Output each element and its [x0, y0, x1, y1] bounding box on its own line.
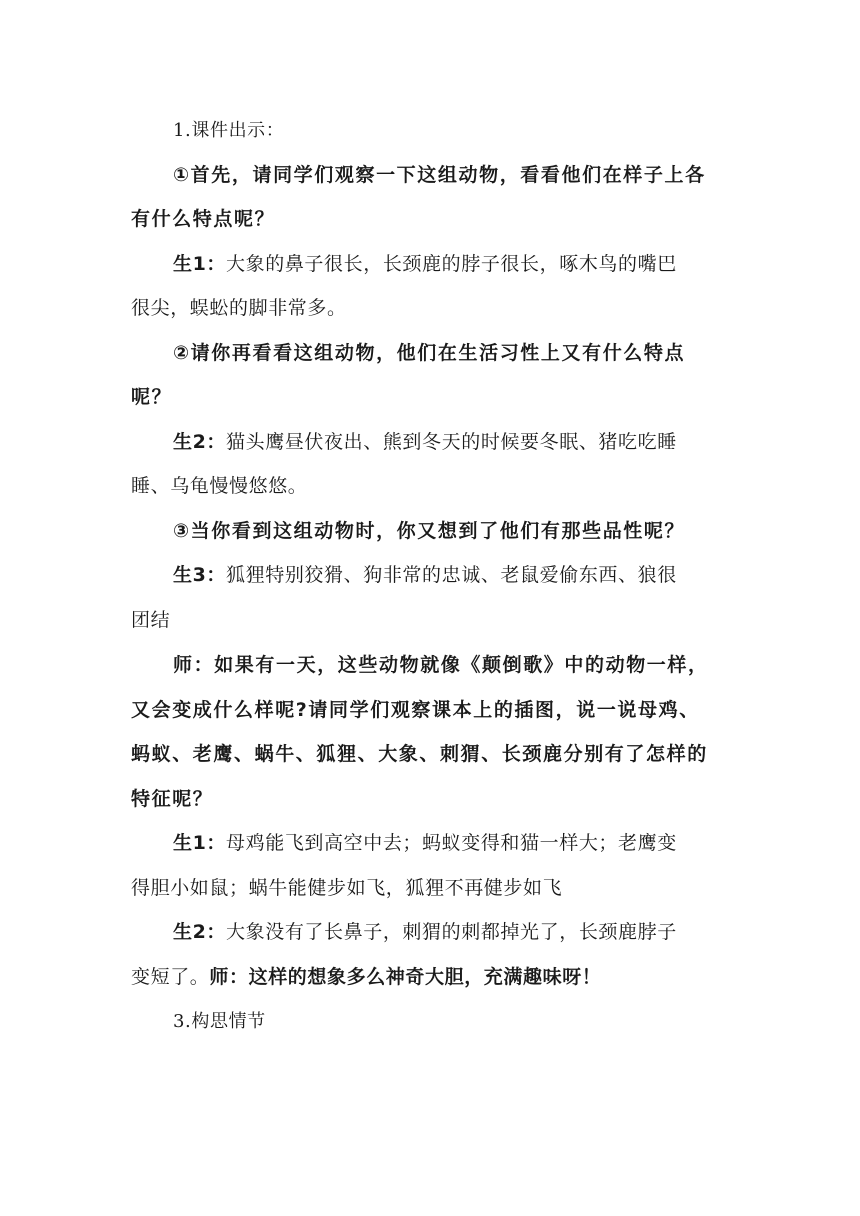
student-answer: 睡、乌龟慢慢悠悠。: [131, 475, 308, 497]
student-answer: 很尖，蜈蚣的脚非常多。: [131, 297, 347, 319]
teacher-question: ①首先，请同学们观察一下这组动物，看看他们在样子上各: [173, 164, 706, 186]
section-heading: 3.构思情节: [173, 1011, 266, 1032]
student-answer: [173, 251, 773, 277]
teacher-comment: 师：这样的想象多么神奇大胆，充满趣味呀！: [209, 966, 602, 988]
teacher-prompt: 又会变成什么样呢?请同学们观察课本上的插图，说一说母鸡、: [131, 699, 700, 721]
answer-text: 母鸡能飞到高空中去；蚂蚁变得和猫一样大；老鹰变: [226, 832, 677, 854]
teacher-prompt: 特征呢？: [131, 788, 214, 810]
answer-text: 猫头鹰昼伏夜出、熊到冬天的时候要冬眠、猪吃吃睡: [226, 431, 677, 453]
student-answer: [173, 830, 773, 856]
student-answer: [173, 562, 773, 588]
answer-text: 大象的鼻子很长，长颈鹿的脖子很长，啄木鸟的嘴巴: [226, 253, 677, 275]
student-answer: 得胆小如鼠；蜗牛能健步如飞，狐狸不再健步如飞: [131, 877, 563, 899]
speaker-label: 生1：: [173, 253, 227, 275]
speaker-label: 生2：: [173, 921, 227, 943]
answer-text: 大象没有了长鼻子，刺猬的刺都掉光了，长颈鹿脖子: [226, 921, 677, 943]
student-answer: 团结: [131, 609, 171, 631]
speaker-label: 生1：: [173, 832, 227, 854]
answer-text: 狐狸特别狡猾、狗非常的忠诚、老鼠爱偷东西、狼很: [226, 564, 677, 586]
student-answer: [173, 429, 773, 455]
student-answer: [131, 964, 731, 990]
teacher-prompt: 蚂蚁、老鹰、蜗牛、狐狸、大象、刺猬、长颈鹿分别有了怎样的: [131, 743, 708, 765]
teacher-question: 有什么特点呢？: [131, 208, 276, 230]
teacher-question: ②请你再看看这组动物，他们在生活习性上又有什么特点: [173, 342, 686, 364]
teacher-question: 呢？: [131, 386, 173, 408]
teacher-question: ③当你看到这组动物时，你又想到了他们有那些品性呢？: [173, 520, 686, 542]
speaker-label: 生2：: [173, 431, 227, 453]
section-heading: 1.课件出示：: [173, 120, 285, 141]
speaker-label: 生3：: [173, 564, 227, 586]
answer-text: 变短了。: [131, 966, 210, 988]
teacher-prompt: 师：如果有一天，这些动物就像《颠倒歌》中的动物一样，: [173, 654, 709, 676]
student-answer: [173, 919, 773, 945]
